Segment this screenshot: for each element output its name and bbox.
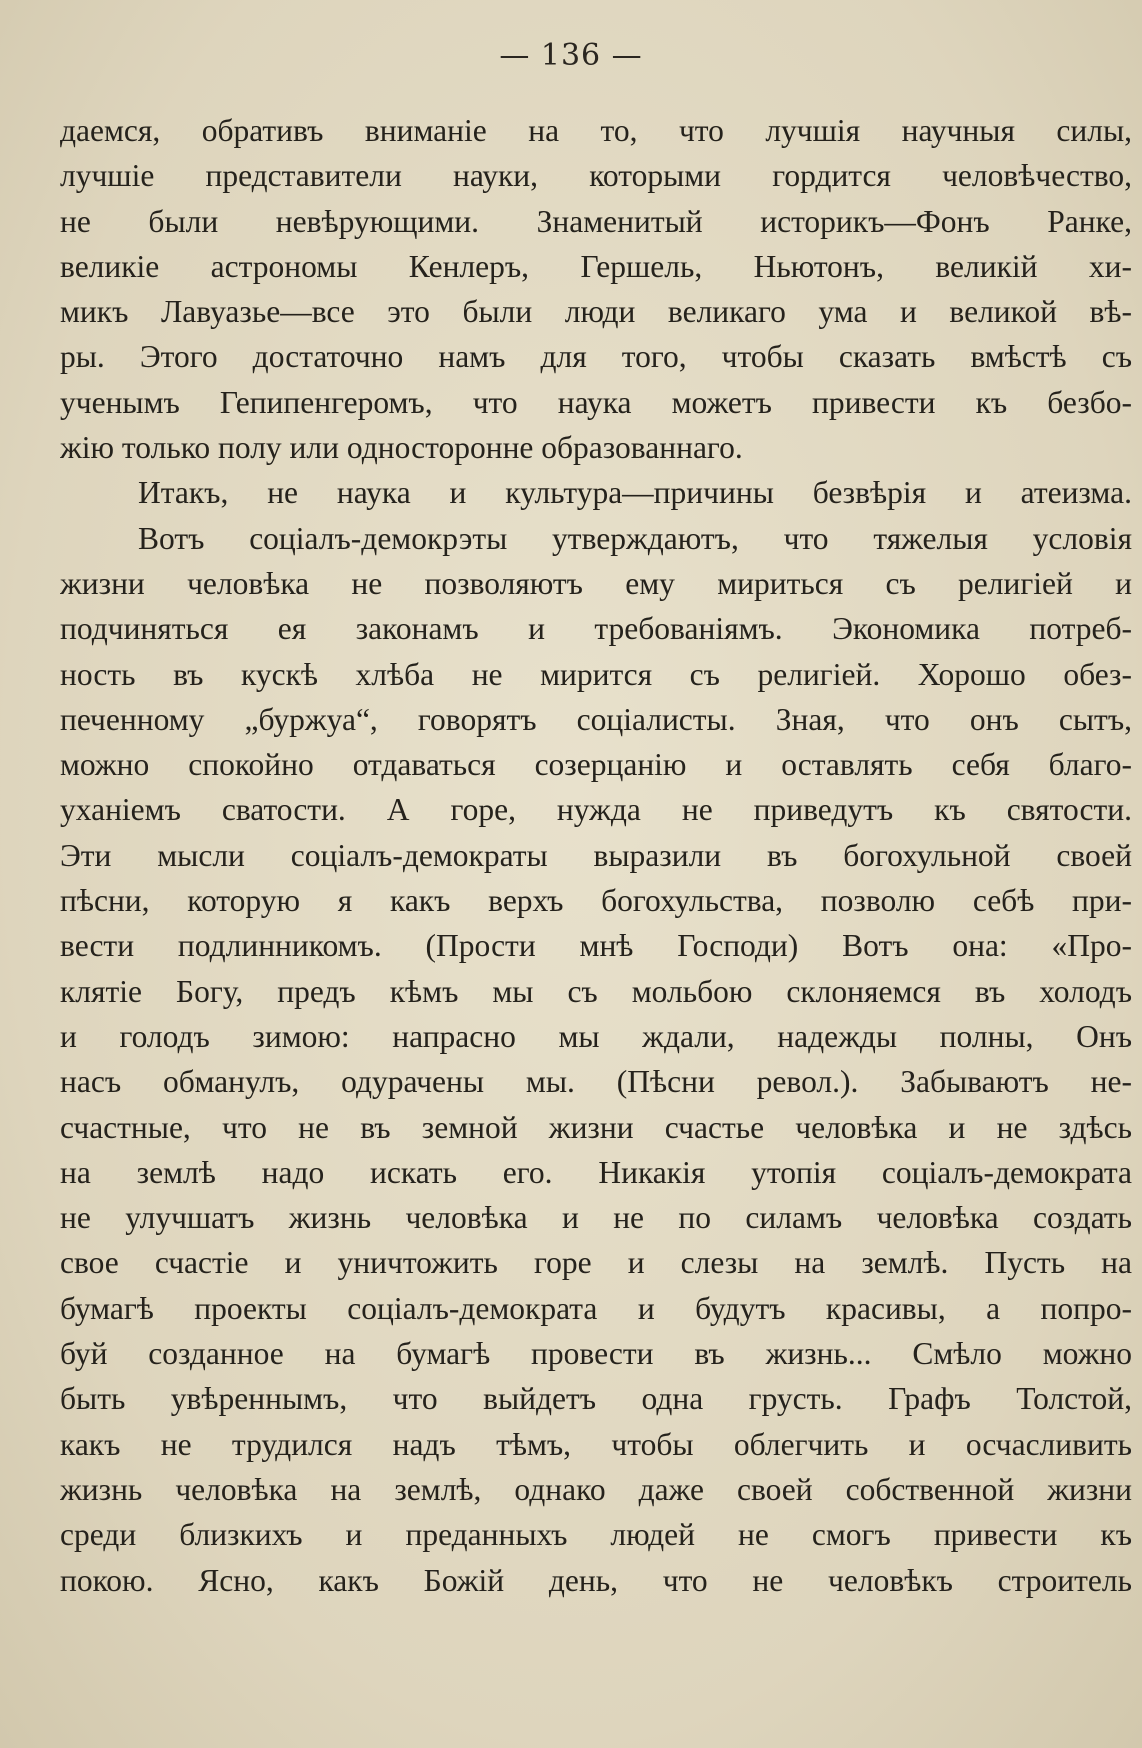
text-line: свое счастіе и уничтожить горе и слезы на землѣ. Пусть на: [60, 1245, 1132, 1281]
text-line: даемся, обративъ вниманіе на то, что лучшія научныя силы,: [60, 113, 1132, 148]
text-line: Вотъ соціалъ-демокрэты утверждаютъ, что тяжелыя условія: [138, 520, 1132, 556]
text-line: печенному „буржуа“, говорятъ соціалисты. Зная, что онъ сытъ,: [60, 701, 1132, 737]
text-line: пѣсни, которую я какъ верхъ богохульства, позволю себѣ при-: [60, 883, 1132, 919]
text-line: уханіемъ сватости. А горе, нужда не приведутъ къ святости.: [60, 792, 1132, 828]
text-line: ность въ кускѣ хлѣба не мирится съ религіей. Хорошо обез-: [60, 656, 1132, 692]
text-line: жизни человѣка не позволяютъ ему мириться съ религіей и: [60, 565, 1132, 601]
text-line: бумагѣ проекты соціалъ-демократа и будутъ красивы, а попро-: [60, 1290, 1132, 1326]
text-line: среди близкихъ и преданныхъ людей не смогъ привести къ: [60, 1517, 1132, 1553]
text-line: покою. Ясно, какъ Божій день, что не человѣкъ строитель: [60, 1562, 1132, 1598]
text-line: счастные, что не въ земной жизни счастье человѣка и не здѣсь: [60, 1109, 1132, 1145]
text-line: на землѣ надо искать его. Никакія утопія соціалъ-демократа: [60, 1154, 1132, 1190]
text-line: буй созданное на бумагѣ провести въ жизнь... Смѣло можно: [60, 1336, 1132, 1372]
text-line: ры. Этого достаточно намъ для того, чтобы сказать вмѣстѣ съ: [60, 339, 1132, 375]
text-line: можно спокойно отдаваться созерцанію и оставлять себя благо-: [60, 747, 1132, 783]
text-line: насъ обманулъ, одурачены мы. (Пѣсни револ.). Забываютъ не-: [60, 1064, 1132, 1100]
text-line: ученымъ Гепипенгеромъ, что наука можетъ привести къ безбо-: [60, 384, 1132, 420]
text-line: великіе астрономы Кенлеръ, Гершель, Ньютонъ, великій хи-: [60, 248, 1132, 284]
text-line: жизнь человѣка на землѣ, однако даже своей собственной жизни: [60, 1471, 1132, 1507]
text-line: Итакъ, не наука и культура—причины безвѣрія и атеизма.: [138, 475, 1132, 511]
text-line: и голодъ зимою: напрасно мы ждали, надежды полны, Онъ: [60, 1018, 1132, 1054]
text-line: микъ Лавуазье—все это были люди великаго ума и великой вѣ-: [60, 294, 1132, 330]
text-line: лучшіе представители науки, которыми гордится человѣчество,: [60, 158, 1132, 194]
text-line: подчиняться ея законамъ и требованіямъ. Экономика потреб-: [60, 611, 1132, 647]
text-line: клятіе Богу, предъ кѣмъ мы съ мольбою склоняемся въ холодъ: [60, 973, 1132, 1009]
text-line: не были невѣрующими. Знаменитый историкъ—Фонъ Ранке,: [60, 203, 1132, 239]
page-number: — 136 —: [499, 38, 643, 73]
text-line: Эти мысли соціалъ-демократы выразили въ богохульной своей: [60, 837, 1132, 873]
text-line: вести подлинникомъ. (Прости мнѣ Господи) Вотъ она: «Про-: [60, 928, 1132, 964]
text-line: жію только полу или односторонне образованнаго.: [60, 430, 743, 466]
text-line: быть увѣреннымъ, что выйдетъ одна грусть. Графъ Толстой,: [60, 1381, 1132, 1417]
text-line: какъ не трудился надъ тѣмъ, чтобы облегчить и осчасливить: [60, 1426, 1132, 1462]
text-line: не улучшатъ жизнь человѣка и не по силамъ человѣка создать: [60, 1200, 1132, 1236]
body-text: [60, 108, 1132, 1603]
